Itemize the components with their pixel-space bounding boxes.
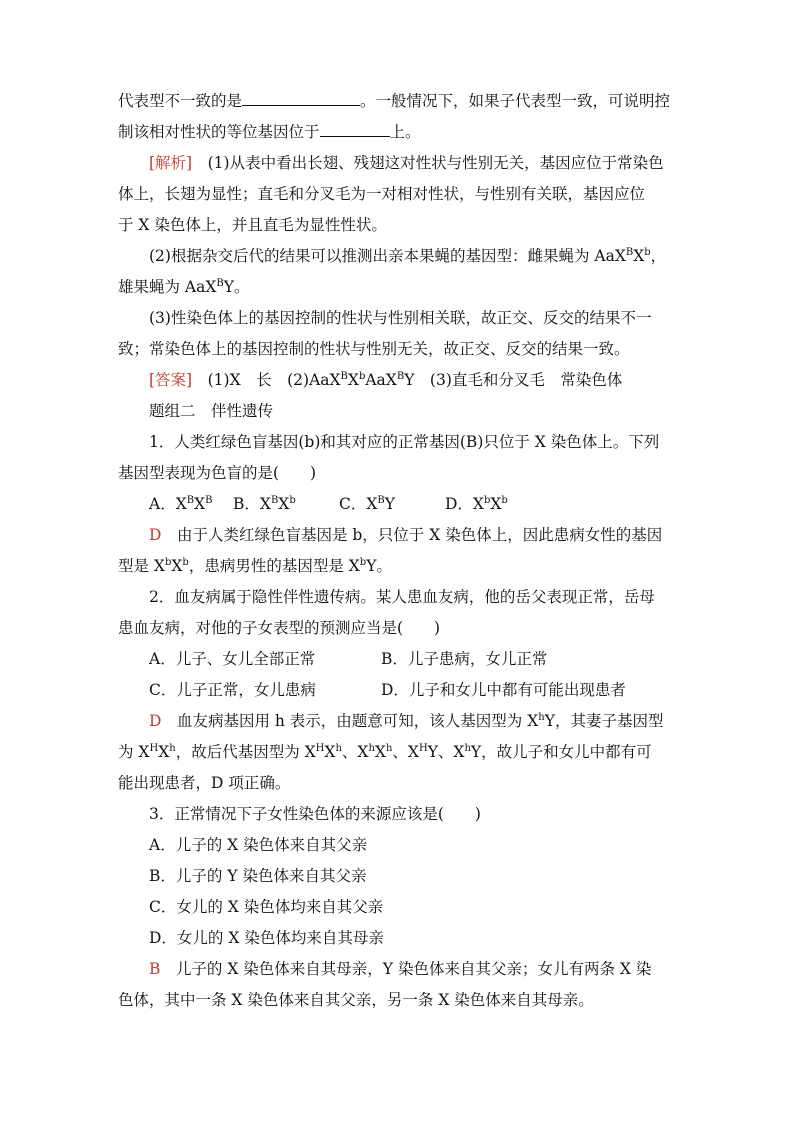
explanation-line [118,520,678,551]
intro-text: 代表型不一致的是 [118,92,243,110]
document-page [118,86,678,1016]
allele-superscript: b [164,557,172,568]
answer-letter: D [149,712,162,730]
option-c [118,892,678,923]
option-d: D．儿子和女儿中都有可能出现患者 [381,681,626,699]
allele-superscript: h [335,743,342,754]
option-b: B．儿子患病，女儿正常 [381,650,548,668]
question-options [118,489,678,520]
analysis-text: 雄果蝇为 AaX$^B$Y。 [118,278,250,296]
question-text: 1．人类红绿色盲基因(b)和其对应的正常基因(B)只位于 X 染色体上。下列 [149,433,660,451]
allele-superscript: B [205,495,213,506]
analysis-text: 于 X 染色体上，并且直毛为显性性状。 [118,216,387,234]
allele-superscript: b [501,495,508,506]
answer-letter: B [149,960,161,978]
intro-text: 制该相对性状的等位基因位于 [118,123,320,141]
analysis-text: (2)根据杂交后代的结果可以推测出亲本果蝇的基因型：雌果蝇为 $AaX^BX^b$， [149,247,667,265]
explanation-text: 能出现患者，D 项正确。 [118,774,291,792]
analysis-text: (1)从表中看出长翅、残翅这对性状与性别无关，基因应位于常染色 [207,154,664,172]
option-b: B．$X^BX^b$ [233,495,296,513]
option-b [118,861,678,892]
answer-letter: D [149,526,162,544]
question-stem [118,613,678,644]
explanation-text: 色体，其中一条 X 染色体来自其父亲，另一条 X 染色体来自其母亲。 [118,991,594,1009]
option-c: C．$X^BY$ [339,495,395,513]
analysis-text: 体上，长翅为显性；直毛和分叉毛为一对相对性状，与性别有关联，基因应位 [118,185,646,203]
allele-superscript: H [315,743,325,754]
section-title [118,396,678,427]
analysis-tag: [解析] [149,154,193,172]
analysis-text: (3)性染色体上的基因控制的性状与性别相关联，故正交、反交的结果不一 [149,309,652,327]
allele-superscript: B [270,495,279,506]
section-title-text: 题组二 伴性遗传 [149,402,274,420]
answer-text: (1)X 长 $(2)AaX^BX^bAaX^BY$ (3)直毛和分叉毛 常染色体 [207,371,623,389]
allele-superscript: H [418,743,428,754]
explanation-line [118,737,678,768]
allele-superscript: b [359,557,367,568]
allele-superscript: B [216,278,224,289]
question-text: 基因型表现为色盲的是( ) [118,464,317,482]
allele-superscript: B [340,371,348,382]
option-c: C．儿子正常，女儿患病 [149,681,316,699]
answer-line [118,365,678,396]
analysis-line [118,210,678,241]
answer-tag: [答案] [149,371,193,389]
option-d [118,923,678,954]
question-text: 患血友病，对他的子女表型的预测应当是( ) [118,619,441,637]
explanation-text: 为 $X^HX^h$，故后代基因型为 $X^HX^h$、$X^hX^h$、$X^HY$、$X^hY$，故儿子和女儿中都有可 [118,743,652,761]
question-text: 3．正常情况下子女性染色体的来源应该是( ) [149,805,481,823]
explanation-line [118,954,678,985]
analysis-line [118,303,678,334]
option-d: D．$X^bX^b$ [445,495,508,513]
allele-superscript: b [182,557,189,568]
explanation-text: 型是 $X^bX^b$，患病男性的基因型是 $X^bY$。 [118,557,392,575]
allele-superscript: b [289,495,296,506]
intro-line-1 [118,86,678,117]
explanation-text: 儿子的 X 染色体来自其母亲，Y 染色体来自其父亲；女儿有两条 X 染 [175,960,652,978]
answer-blank [242,87,360,106]
allele-superscript: h [368,743,375,754]
intro-text: 。一般情况下，如果子代表型一致，可说明控 [360,92,671,110]
option-a: A．$X^BX^B$ [149,495,213,513]
explanation-line [118,985,678,1016]
question-stem [118,582,678,613]
explanation-line [118,706,678,737]
question-options [118,675,678,706]
option-a [118,830,678,861]
explanation-line [118,768,678,799]
allele-superscript: b [358,371,366,382]
allele-superscript: B [377,495,385,506]
question-text: 2．血友病属于隐性伴性遗传病。某人患血友病，他的岳父表现正常，岳母 [149,588,655,606]
option-text: C．女儿的 X 染色体均来自其父亲 [149,898,384,916]
question-stem [118,799,678,830]
allele-superscript: h [385,743,393,754]
explanation-line [118,551,678,582]
option-text: D．女儿的 X 染色体均来自其母亲 [149,929,384,947]
allele-superscript: b [644,247,651,258]
allele-superscript: B [186,495,195,506]
explanation-text: 血友病基因用 h 表示，由题意可知，该人基因型为 $X^hY$，其妻子基因型 [176,712,664,730]
analysis-line [118,334,678,365]
allele-superscript: B [396,371,405,382]
explanation-text: 由于人类红绿色盲基因是 b，只位于 X 染色体上，因此患病女性的基因 [176,526,663,544]
intro-line-2 [118,117,678,148]
allele-superscript: b [483,495,491,506]
analysis-line [118,241,678,272]
intro-text: 上。 [389,123,421,141]
question-options [118,644,678,675]
allele-superscript: h [169,743,176,754]
option-a: A．儿子、女儿全部正常 [149,650,316,668]
analysis-text: 致；常染色体上的基因控制的性状与性别无关，故正交、反交的结果一致。 [118,340,630,358]
option-text: A．儿子的 X 染色体来自其父亲 [149,836,368,854]
allele-superscript: H [149,743,159,754]
analysis-line [118,272,678,303]
question-stem [118,427,678,458]
allele-superscript: B [625,247,634,258]
allele-superscript: h [538,712,545,723]
allele-superscript: h [464,743,471,754]
question-stem [118,458,678,489]
option-text: B．儿子的 Y 染色体来自其父亲 [149,867,367,885]
analysis-line [118,148,678,179]
analysis-line [118,179,678,210]
answer-blank [320,118,390,137]
